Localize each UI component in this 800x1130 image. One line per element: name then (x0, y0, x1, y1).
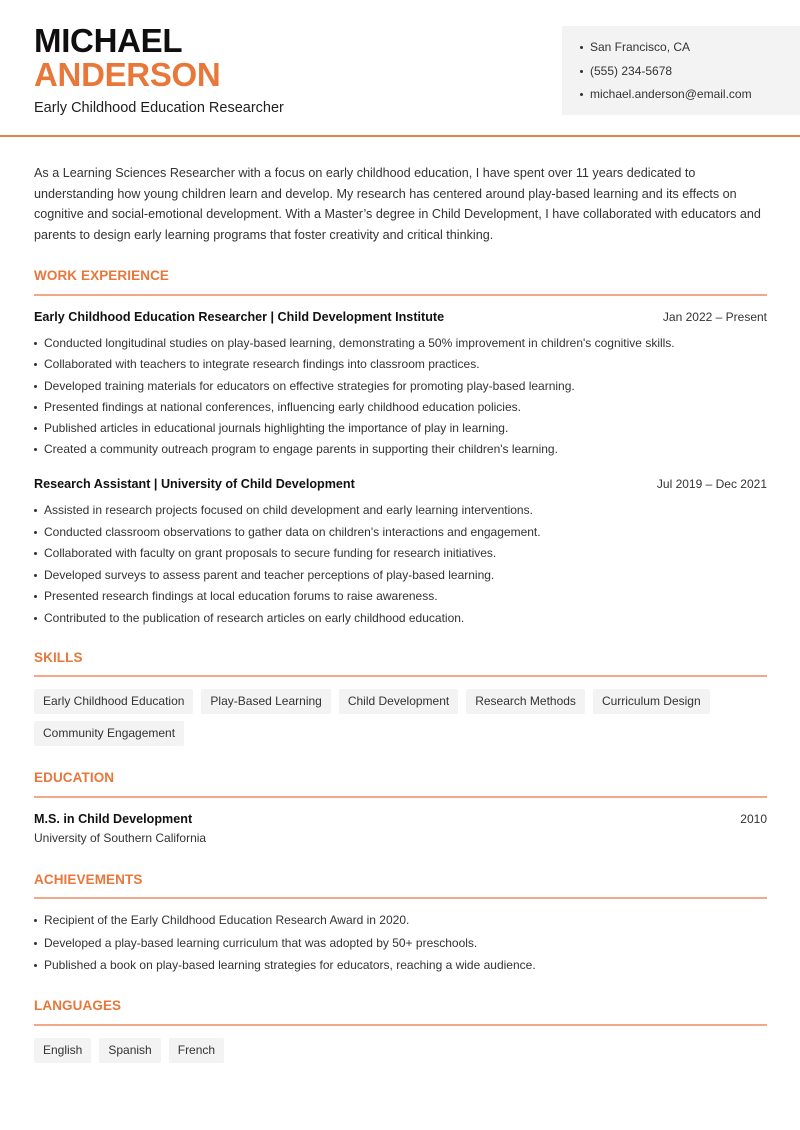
bullet-icon (580, 70, 583, 73)
languages-tags (34, 1038, 774, 1070)
list-item: Collaborated with teachers to integrate research findings into classroom practices. (34, 356, 774, 377)
job-dates: Jul 2019 – Dec 2021 (656, 477, 767, 491)
job-dates: Jan 2022 – Present (662, 310, 767, 324)
bullet-icon (580, 46, 583, 49)
graduation-year: 2010 (740, 812, 767, 826)
list-item: Created a community outreach program to engage parents in supporting their children's learning. (34, 441, 774, 462)
job-role: Early Childhood Education Researcher | Child Development Institute (34, 310, 445, 324)
school-name: University of Southern California (34, 831, 207, 845)
language-tag: English (34, 1038, 91, 1063)
section-divider (34, 796, 767, 798)
skill-tag: Child Development (339, 689, 458, 714)
last-name: ANDERSON (34, 56, 221, 93)
list-item: Presented research findings at local education forums to raise awareness. (34, 588, 774, 610)
contact-location: San Francisco, CA (580, 39, 800, 63)
contact-phone: (555) 234-5678 (580, 63, 800, 87)
list-item: Conducted longitudinal studies on play-based learning, demonstrating a 50% improvement in children's cognitive skills. (34, 335, 774, 356)
bullet-icon (580, 93, 583, 96)
resume-header (0, 0, 800, 137)
section-title-achievements: ACHIEVEMENTS (34, 872, 143, 887)
skill-tag: Curriculum Design (593, 689, 710, 714)
list-item: Contributed to the publication of research articles on early childhood education. (34, 610, 774, 632)
list-item: Presented findings at national conferences, influencing early childhood education policies. (34, 399, 774, 420)
language-tag: Spanish (99, 1038, 160, 1063)
skill-tag: Community Engagement (34, 721, 184, 746)
skill-tag: Play-Based Learning (201, 689, 330, 714)
list-item: Developed training materials for educators on effective strategies for promoting play-based learning. (34, 378, 774, 399)
list-item: Assisted in research projects focused on child development and early learning interventions. (34, 502, 774, 524)
section-divider (34, 897, 767, 899)
contact-box (562, 26, 800, 115)
section-divider (34, 294, 767, 296)
job-header (34, 310, 767, 324)
skill-tag: Research Methods (466, 689, 585, 714)
degree: M.S. in Child Development (34, 812, 193, 826)
list-item: Recipient of the Early Childhood Education Research Award in 2020. (34, 912, 774, 935)
list-item: Published articles in educational journals highlighting the importance of play in learning. (34, 420, 774, 441)
list-item: Developed surveys to assess parent and teacher perceptions of play-based learning. (34, 567, 774, 589)
section-divider (34, 675, 767, 677)
section-title-education: EDUCATION (34, 770, 115, 785)
list-item: Developed a play-based learning curriculum that was adopted by 50+ preschools. (34, 935, 774, 958)
job-bullets (34, 502, 774, 631)
job-title: Early Childhood Education Researcher (34, 100, 284, 116)
job-header (34, 477, 767, 491)
section-title-work: WORK EXPERIENCE (34, 268, 170, 283)
list-item: Collaborated with faculty on grant proposals to secure funding for research initiatives. (34, 545, 774, 567)
summary: As a Learning Sciences Researcher with a focus on early childhood education, I have spent over 11 years dedicated to understanding how young children learn and develop. My research has centered around play-based learning and its effects on cognitive and social-emotional development. With a Master’s degree in Child Development, I have collaborated with educators and parents to design early learning programs that foster creativity and critical thinking. (34, 166, 761, 243)
list-item: Conducted classroom observations to gather data on children's interactions and engagement. (34, 524, 774, 546)
education-header (34, 812, 767, 826)
section-title-languages: LANGUAGES (34, 998, 122, 1013)
job-bullets (34, 335, 774, 463)
job-role: Research Assistant | University of Child Development (34, 477, 355, 491)
list-item: Published a book on play-based learning strategies for educators, reaching a wide audience. (34, 957, 774, 980)
language-tag: French (169, 1038, 224, 1063)
section-title-skills: SKILLS (34, 650, 83, 665)
contact-email[interactable]: michael.anderson@email.com (580, 86, 800, 110)
skill-tag: Early Childhood Education (34, 689, 193, 714)
first-name: MICHAEL (34, 22, 183, 59)
section-divider (34, 1024, 767, 1026)
skills-tags (34, 689, 774, 753)
achievements-list (34, 912, 774, 980)
